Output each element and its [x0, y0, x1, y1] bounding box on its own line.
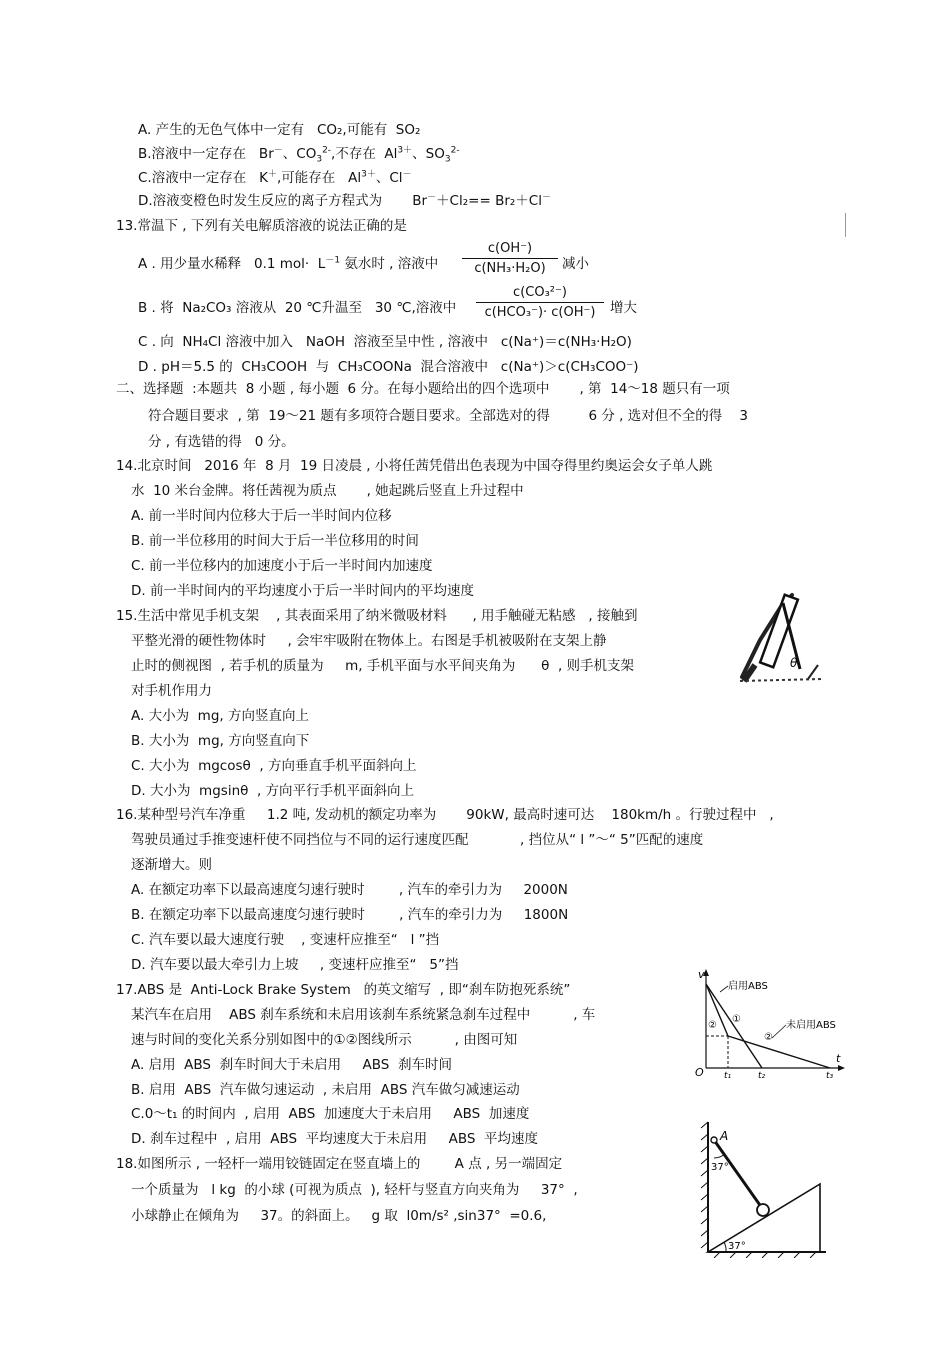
- q12-option-d: D.溶液变橙色时发生反应的离子方程式为 Br－＋Cl₂== Br₂＋Cl－: [138, 192, 551, 209]
- fraction-bar: [462, 258, 558, 259]
- q16-option-b: B. 在额定功率下以最高速度匀速行驶时 , 汽车的牵引力为 1800N: [131, 907, 569, 923]
- q17-option-d: D. 刹车过程中 , 启用 ABS 平均速度大于未启用 ABS 平均速度: [131, 1131, 539, 1147]
- theta-label: θ: [790, 656, 798, 670]
- v-axis-label: v: [698, 968, 705, 981]
- t1-label: t₁: [724, 1071, 732, 1080]
- q15-option-d: D. 大小为 mgsinθ , 方向平行手机平面斜向上: [131, 783, 415, 799]
- phone-holder-figure: [730, 585, 830, 690]
- q12-option-c: C.溶液中一定存在 K＋,可能存在 $Al^{3+}$、Cl－: [138, 169, 412, 186]
- abs-on-label: 启用ABS: [728, 981, 768, 992]
- q13-option-d: D . pH＝5.5 的 CH₃COOH 与 CH₃COONa 混合溶液中 c(Na⁺)＞c(CH₃COO⁻): [138, 359, 639, 375]
- t-axis-label: t: [836, 1052, 841, 1065]
- q17-stem-2: 某汽车在启用 ABS 刹车系统和未启用该刹车系统紧急刹车过程中 , 车: [131, 1007, 596, 1023]
- fraction-denominator: c(NH₃·H₂O): [474, 261, 546, 276]
- q16-option-d: D. 汽车要以最大牵引力上坡 , 变速杆应推至“ 5”挡: [131, 957, 459, 973]
- q14-option-c: C. 前一半位移内的加速度小于后一半时间内加速度: [131, 558, 433, 574]
- q16-option-a: A. 在额定功率下以最高速度匀速行驶时 , 汽车的牵引力为 2000N: [131, 882, 568, 898]
- abs-velocity-time-graph: [690, 968, 850, 1080]
- ball: [757, 1204, 769, 1216]
- fraction-numerator: c(OH⁻): [487, 241, 533, 256]
- q17-stem-3: 速与时间的变化关系分别如图中的①②图线所示 , 由图可知: [131, 1032, 518, 1048]
- q14-option-b: B. 前一半位移用的时间大于后一半位移用的时间: [131, 533, 419, 549]
- q12-option-b: B.溶液中一定存在 Br－、$CO_3^{2-}$,不存在 $Al^{3+}$、$SO_3^{2-}$: [138, 145, 460, 165]
- fraction-bar: [476, 302, 604, 303]
- curve-2-marker: ②: [708, 1020, 717, 1031]
- margin-rule: [845, 213, 846, 237]
- hinge: [711, 1137, 717, 1143]
- q13-stem: 13.常温下 , 下列有关电解质溶液的说法正确的是: [116, 218, 407, 234]
- section2-line2: 符合题目要求 , 第 19～21 题有多项符合题目要求。全部选对的得 6 分 , 选对但不全的得 3: [148, 408, 749, 424]
- q17-option-b: B. 启用 ABS 汽车做匀速运动 , 未启用 ABS 汽车做匀减速运动: [131, 1082, 520, 1098]
- curve-2b: [728, 1036, 830, 1068]
- q15-option-b: B. 大小为 mg, 方向竖直向下: [131, 733, 310, 749]
- q16-stem-1: 16.某种型号汽车净重 1.2 吨, 发动机的额定功率为 90kW, 最高时速可达 180km/h 。行驶过程中 ,: [116, 807, 774, 823]
- section2-line3: 分 , 有选错的得 0 分。: [148, 434, 295, 450]
- q17-option-c: C.0～t₁ 的时间内 , 启用 ABS 加速度大于未启用 ABS 加速度: [131, 1106, 530, 1122]
- q16-option-c: C. 汽车要以最大速度行驶 , 变速杆应推至“ l ”挡: [131, 932, 440, 948]
- section2-line1: 二、选择题 :本题共 8 小题 , 每小题 6 分。在每小题给出的四个选项中 , 第 14～18 题只有一项: [116, 381, 730, 397]
- q13-a-fraction: [462, 240, 558, 277]
- q14-option-a: A. 前一半时间内位移大于后一半时间内位移: [131, 508, 392, 524]
- q15-option-c: C. 大小为 mgcosθ , 方向垂直手机平面斜向上: [131, 758, 417, 774]
- q17-option-a: A. 启用 ABS 刹车时间大于未启用 ABS 刹车时间: [131, 1057, 452, 1073]
- curve-1-marker: ①: [732, 1014, 741, 1025]
- q13-b-fraction: [476, 284, 604, 321]
- fraction-numerator: c(CO₃²⁻): [513, 285, 567, 300]
- t3-label: t₃: [826, 1071, 834, 1080]
- q13-option-c: C . 向 NH₄Cl 溶液中加入 NaOH 溶液至呈中性 , 溶液中 c(Na⁺)＝c(NH₃·H₂O): [138, 334, 632, 350]
- angle-label-rod: 37°: [711, 1162, 729, 1173]
- rod-ball-incline-figure: [700, 1118, 830, 1258]
- q17-stem-1: 17.ABS 是 Anti-Lock Brake System 的英文缩写 , 即“刹车防抱死系统”: [116, 982, 571, 998]
- q13-option-b: B . 将 Na₂CO₃ 溶液从 20 ℃升温至 30 ℃,溶液中: [138, 300, 457, 316]
- q15-stem-2: 平整光滑的硬性物体时 , 会牢牢吸附在物体上。右图是手机被吸附在支架上静: [131, 633, 607, 649]
- q15-stem-4: 对手机作用力: [131, 683, 212, 699]
- q13-a-tail: 减小: [562, 256, 589, 272]
- curve-2-marker-b: ②: [764, 1032, 773, 1043]
- point-a-label: A: [720, 1129, 729, 1143]
- rod: [714, 1140, 762, 1208]
- q15-option-a: A. 大小为 mg, 方向竖直向上: [131, 708, 309, 724]
- q15-stem-1: 15.生活中常见手机支架 , 其表面采用了纳米微吸材料 , 用手触碰无粘感 , 接触到: [116, 608, 638, 624]
- fraction-denominator: c(HCO₃⁻)· c(OH⁻): [484, 305, 596, 320]
- q18-stem-2: 一个质量为 l kg 的小球 (可视为质点 ), 轻杆与竖直方向夹角为 37° ,: [131, 1182, 578, 1198]
- q14-option-d: D. 前一半时间内的平均速度小于后一半时间内的平均速度: [131, 583, 474, 599]
- incline: [708, 1184, 820, 1252]
- angle-label-incline: 37°: [728, 1241, 746, 1252]
- q18-stem-1: 18.如图所示 , 一轻杆一端用铰链固定在竖直墙上的 A 点 , 另一端固定: [116, 1156, 563, 1172]
- q13-option-a: A . 用少量水稀释 0.1 $mol\cdot L^{-1}$ 氨水时 , 溶液中: [138, 255, 439, 272]
- origin-label: O: [695, 1066, 704, 1079]
- q18-stem-3: 小球静止在倾角为 37。的斜面上。 g 取 l0m/s² ,sin37° =0.6,: [131, 1208, 547, 1224]
- q16-stem-2: 驾驶员通过手推变速杆使不同挡位与不同的运行速度匹配 , 挡位从“ l ”～“ 5”匹配的速度: [131, 832, 704, 848]
- q12-option-a: A. 产生的无色气体中一定有 CO₂,可能有 SO₂: [138, 122, 421, 138]
- q15-stem-3: 止时的侧视图 , 若手机的质量为 m, 手机平面与水平间夹角为 θ , 则手机支架: [131, 658, 635, 674]
- q14-stem-2: 水 10 米台金牌。将任茜视为质点 , 她起跳后竖直上升过程中: [131, 483, 524, 499]
- q16-stem-3: 逐渐增大。则: [131, 857, 212, 873]
- t2-label: t₂: [758, 1071, 766, 1080]
- q14-stem-1: 14.北京时间 2016 年 8 月 19 日凌晨 , 小将任茜凭借出色表现为中国夺得里约奥运会女子单人跳: [116, 458, 713, 474]
- abs-off-label: 未启用ABS: [786, 1020, 836, 1031]
- q13-b-tail: 增大: [610, 300, 637, 316]
